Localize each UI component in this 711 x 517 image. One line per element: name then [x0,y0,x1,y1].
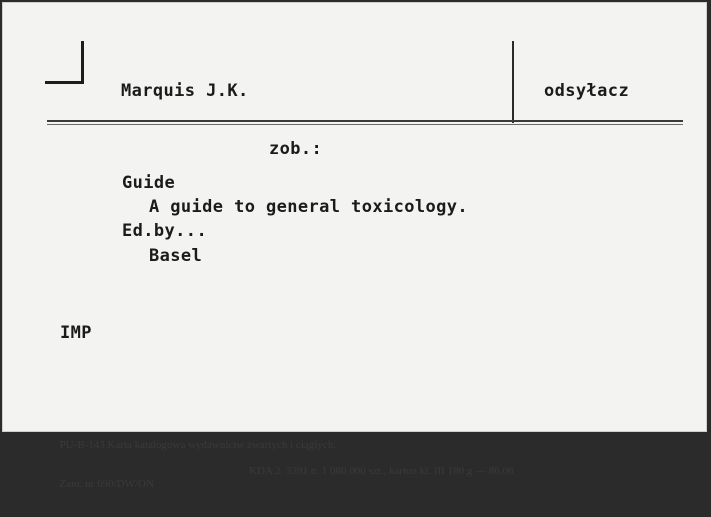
footer-row-1 [43,426,336,451]
entry-line-2: A guide to general toxicology. [149,197,469,217]
corner-mark-vertical [81,41,84,83]
footer-print-info: KDA 2. 3391 n. 1 080 000 szt., karton kl. III 180 g — 86.06 [249,465,514,477]
entry-line-1: Guide [122,173,176,193]
footer-row-2 [43,465,514,490]
corner-mark-horizontal [45,81,84,84]
entry-line-3: Ed.by... [122,221,208,241]
see-label: zob.: [269,139,323,159]
header-rule-secondary [47,124,683,125]
footer-order-number: Zam. nr 690/DW/ON [59,478,154,490]
column-divider [512,41,514,123]
entry-line-4: Basel [149,246,203,266]
card-footer [43,400,514,504]
footer-form-info: PU-B-143 Karta katalogowa wydawnictw zwartych i ciągłych. [59,439,336,451]
header-rule [47,120,683,122]
card-heading: Marquis J.K. [121,81,249,101]
reference-type: odsyłacz [544,81,630,101]
catalog-card [2,2,707,490]
location-code: IMP [60,323,92,343]
